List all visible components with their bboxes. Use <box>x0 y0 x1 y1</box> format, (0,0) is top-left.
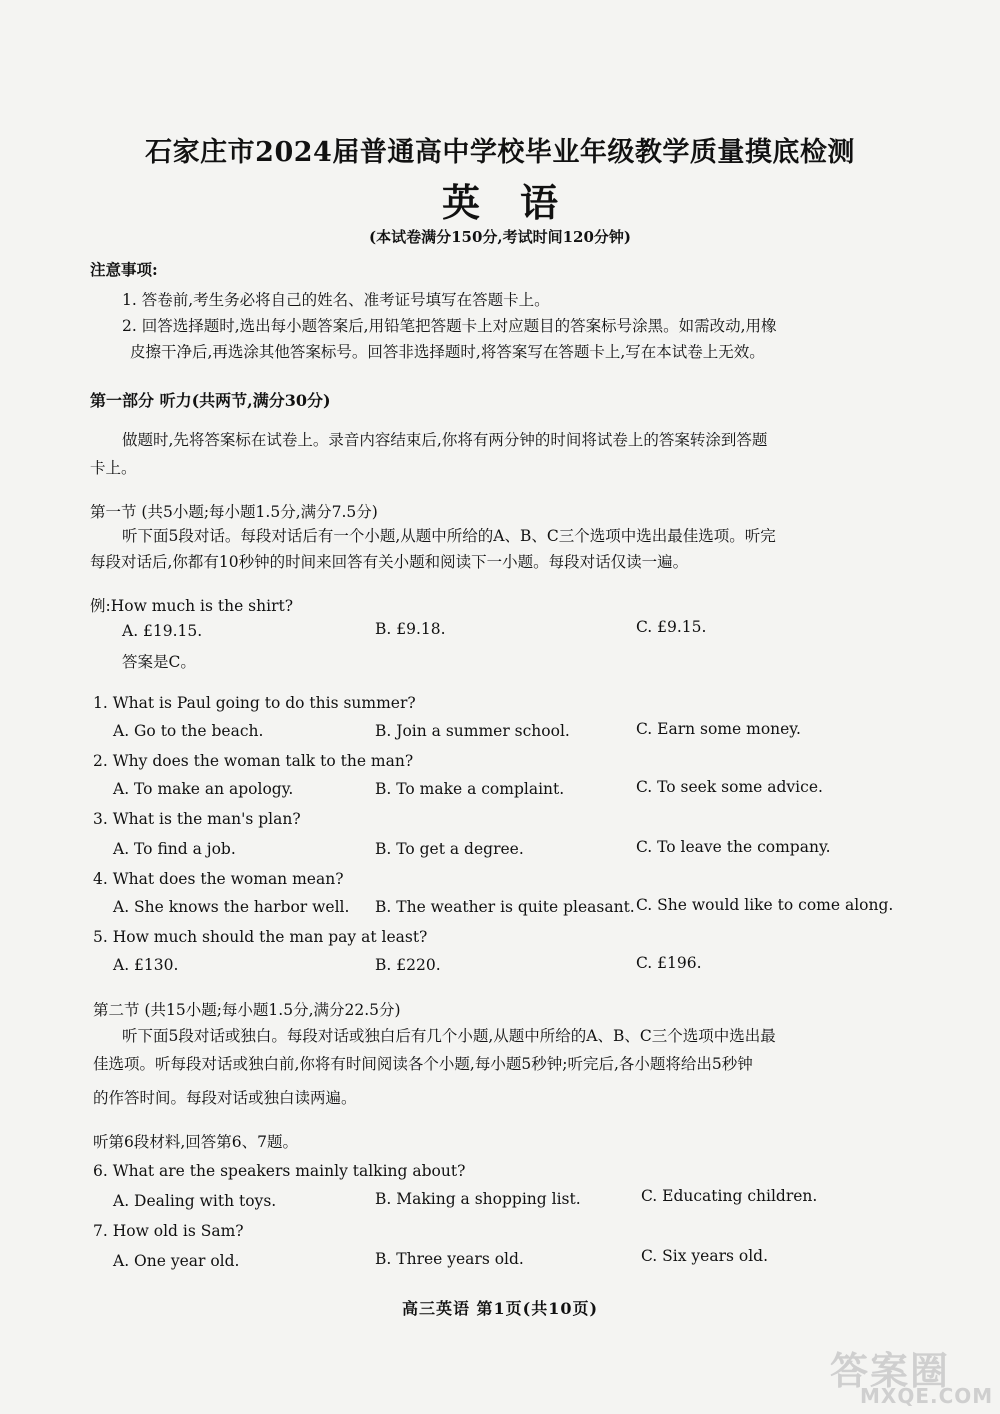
question-4-option-b: B. The weather is quite pleasant. <box>375 898 635 916</box>
question-7-option-b: B. Three years old. <box>375 1250 524 1268</box>
material-6-heading: 听第6段材料,回答第6、7题。 <box>93 1133 299 1151</box>
exam-title: 石家庄市2024届普通高中学校毕业年级教学质量摸底检测 <box>145 137 855 168</box>
question-1-option-c: C. Earn some money. <box>636 720 801 738</box>
watermark-text: 答案圈 <box>830 1349 951 1393</box>
question-1-option-b: B. Join a summer school. <box>375 722 570 740</box>
question-2-option-b: B. To make a complaint. <box>375 780 565 798</box>
question-3-option-b: B. To get a degree. <box>375 840 524 858</box>
section2-instr-line-2: 佳选项。听每段对话或独白前,你将有时间阅读各个小题,每小题5秒钟;听完后,各小题将给出5秒钟 <box>93 1055 753 1073</box>
part1-intro-line-1: 做题时,先将答案标在试卷上。录音内容结束后,你将有两分钟的时间将试卷上的答案转涂到答题 <box>122 431 768 449</box>
question-6-option-a: A. Dealing with toys. <box>113 1192 277 1210</box>
question-3: 3. What is the man's plan? <box>93 810 301 828</box>
example-option-a: A. £19.15. <box>122 622 203 640</box>
example-option-c: C. £9.15. <box>636 618 707 636</box>
watermark-logo <box>830 1340 994 1410</box>
question-4-option-c: C. She would like to come along. <box>636 896 894 914</box>
notes-item-2-line-2: 皮擦干净后,再选涂其他答案标号。回答非选择题时,将答案写在答题卡上,写在本试卷上无效。 <box>130 343 765 361</box>
question-6: 6. What are the speakers mainly talking about? <box>93 1162 466 1180</box>
section2-heading: 第二节 (共15小题;每小题1.5分,满分22.5分) <box>93 1001 401 1019</box>
question-4-option-a: A. She knows the harbor well. <box>113 898 350 916</box>
example-answer: 答案是C。 <box>122 653 196 671</box>
watermark-url: MXQE.COM <box>860 1384 994 1408</box>
question-7: 7. How old is Sam? <box>93 1222 244 1240</box>
question-7-option-c: C. Six years old. <box>641 1247 769 1265</box>
question-7-option-a: A. One year old. <box>113 1252 240 1270</box>
question-5: 5. How much should the man pay at least? <box>93 928 428 946</box>
notes-item-1: 1. 答卷前,考生务必将自己的姓名、准考证号填写在答题卡上。 <box>122 291 550 309</box>
subject-title: 英语 <box>441 180 598 225</box>
part1-intro-line-2: 卡上。 <box>90 459 137 477</box>
question-6-option-c: C. Educating children. <box>641 1187 818 1205</box>
question-1: 1. What is Paul going to do this summer? <box>93 694 416 712</box>
question-2-option-a: A. To make an apology. <box>113 780 294 798</box>
section2-instr-line-1: 听下面5段对话或独白。每段对话或独白后有几个小题,从题中所给的A、B、C三个选项中选出最 <box>122 1027 776 1045</box>
exam-info: (本试卷满分150分,考试时间120分钟) <box>368 228 632 246</box>
question-5-option-c: C. £196. <box>636 954 702 972</box>
example-option-b: B. £9.18. <box>375 620 446 638</box>
question-5-option-a: A. £130. <box>113 956 179 974</box>
section2-instr-line-3: 的作答时间。每段对话或独白读两遍。 <box>93 1089 357 1107</box>
notes-heading: 注意事项: <box>90 260 158 279</box>
question-2: 2. Why does the woman talk to the man? <box>93 752 414 770</box>
part1-heading: 第一部分 听力(共两节,满分30分) <box>90 391 331 410</box>
question-3-option-a: A. To find a job. <box>113 840 236 858</box>
section1-instr-line-1: 听下面5段对话。每段对话后有一个小题,从题中所给的A、B、C三个选项中选出最佳选项。听完 <box>122 527 776 545</box>
section1-heading: 第一节 (共5小题;每小题1.5分,满分7.5分) <box>90 503 378 521</box>
question-5-option-b: B. £220. <box>375 956 441 974</box>
question-6-option-b: B. Making a shopping list. <box>375 1190 581 1208</box>
question-2-option-c: C. To seek some advice. <box>636 778 823 796</box>
question-1-option-a: A. Go to the beach. <box>113 722 264 740</box>
notes-item-2-line-1: 2. 回答选择题时,选出每小题答案后,用铅笔把答题卡上对应题目的答案标号涂黑。如需改动,用橡 <box>122 317 777 335</box>
page-footer: 高三英语 第1页(共10页) <box>401 1299 599 1318</box>
question-4: 4. What does the woman mean? <box>93 870 344 888</box>
section1-instr-line-2: 每段对话后,你都有10秒钟的时间来回答有关小题和阅读下一小题。每段对话仅读一遍。 <box>90 553 689 571</box>
example-question: 例:How much is the shirt? <box>90 597 294 615</box>
question-3-option-c: C. To leave the company. <box>636 838 831 856</box>
